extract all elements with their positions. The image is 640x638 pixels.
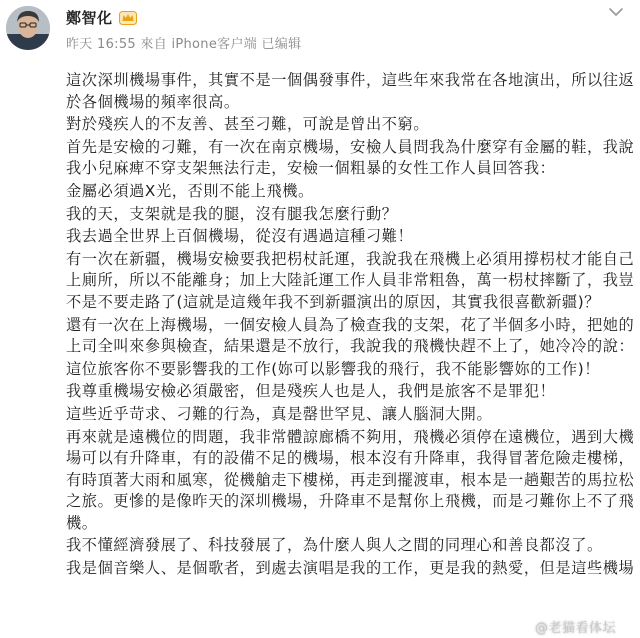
- post-text-line: 我尊重機場安檢必須嚴密，但是殘疾人也是人，我們是旅客不是罪犯！: [66, 382, 556, 401]
- post-text-line: 首先是安檢的刁難，有一次在南京機場，安檢人員問我為什麼穿有金屬的鞋，我說: [66, 137, 635, 156]
- post-meta: 昨天 16:55 來自 iPhone客户端 已编辑: [66, 37, 302, 52]
- post-text-line: 再來就是遠機位的問題，我非常體諒廊橋不夠用，飛機必須停在遠機位，遇到大機: [66, 427, 635, 446]
- post-text-line: 不是不要走路了(這就是這幾年我不到新疆演出的原因，其實我很喜歡新疆)？: [66, 292, 601, 311]
- post-header: [0, 0, 640, 66]
- watermark: @老猫看体坛: [534, 621, 616, 636]
- name-row: [66, 7, 137, 28]
- post-text-line: 場可以有升降車，有的設備不足的機場，根本沒有升降車，我得冒著危險走樓梯，: [66, 449, 635, 468]
- username[interactable]: 鄭智化: [66, 9, 113, 27]
- post-text-line: 我的天，支架就是我的腿，沒有腿我怎麼行動？: [66, 204, 398, 223]
- post-text-line: 之旅。更慘的是像昨天的深圳機場，升降車不是幫你上飛機，而是刁難你上不了飛: [66, 492, 635, 511]
- post-text-line: 上司全叫來參與檢查，結果還是不放行，我說我的飛機快趕不上了，她冷冷的說：: [66, 337, 635, 356]
- avatar-photo: [6, 6, 50, 50]
- post-text-line: 對於殘疾人的不友善、甚至刁難，可說是曾出不窮。: [66, 115, 430, 134]
- post-text-line: 這次深圳機場事件，其實不是一個偶發事件，這些年來我常在各地演出，所以往返: [66, 71, 635, 89]
- post-text-line: 我小兒麻痺不穿支架無法行走，安檢一個粗暴的女性工作人員回答我：: [66, 159, 556, 178]
- post-text-line: 我是個音樂人、是個歌者，到處去演唱是我的工作，更是我的熱愛，但是這些機場: [66, 559, 635, 578]
- post-text-line: 我去過全世界上百個機場，從沒有遇過這種刁難！: [66, 227, 414, 246]
- post-text-line: 這位旅客你不要影響我的工作(妳可以影響我的飛行，我不能影響妳的工作)！: [66, 359, 601, 378]
- post-text-line: 金屬必須過X光，否則不能上飛機。: [66, 181, 314, 200]
- post-text-line: 有時頂著大雨和風寒，從機艙走下樓梯，再走到擺渡車，根本是一趟艱苦的馬拉松: [66, 470, 635, 489]
- post-text-line: 這些近乎苛求、刁難的行為，真是罄世罕見、讓人腦洞大開。: [66, 404, 493, 423]
- post-text-line: 還有一次在上海機場，一個安檢人員為了檢查我的支架，花了半個多小時，把她的: [66, 315, 635, 334]
- avatar[interactable]: [6, 6, 50, 50]
- post-text-line: 機。: [66, 513, 98, 532]
- post-text-line: 有一次在新疆，機場安檢要我把枴杖託運，我說我在飛機上必須用撐枴杖才能自己: [66, 249, 635, 268]
- post-text-line: 上廁所，所以不能離身；加上大陸託運工作人員非常粗魯，萬一枴杖摔斷了，我豈: [66, 271, 635, 290]
- post-text-line: 我不懂經濟發展了、科技發展了，為什麼人與人之間的同理心和善良都沒了。: [66, 536, 603, 555]
- post-text-line: 於各個機場的頻率很高。: [66, 92, 240, 111]
- chevron-down-icon[interactable]: [606, 2, 626, 22]
- crown-badge-icon: [119, 11, 137, 25]
- post-body: [66, 70, 636, 580]
